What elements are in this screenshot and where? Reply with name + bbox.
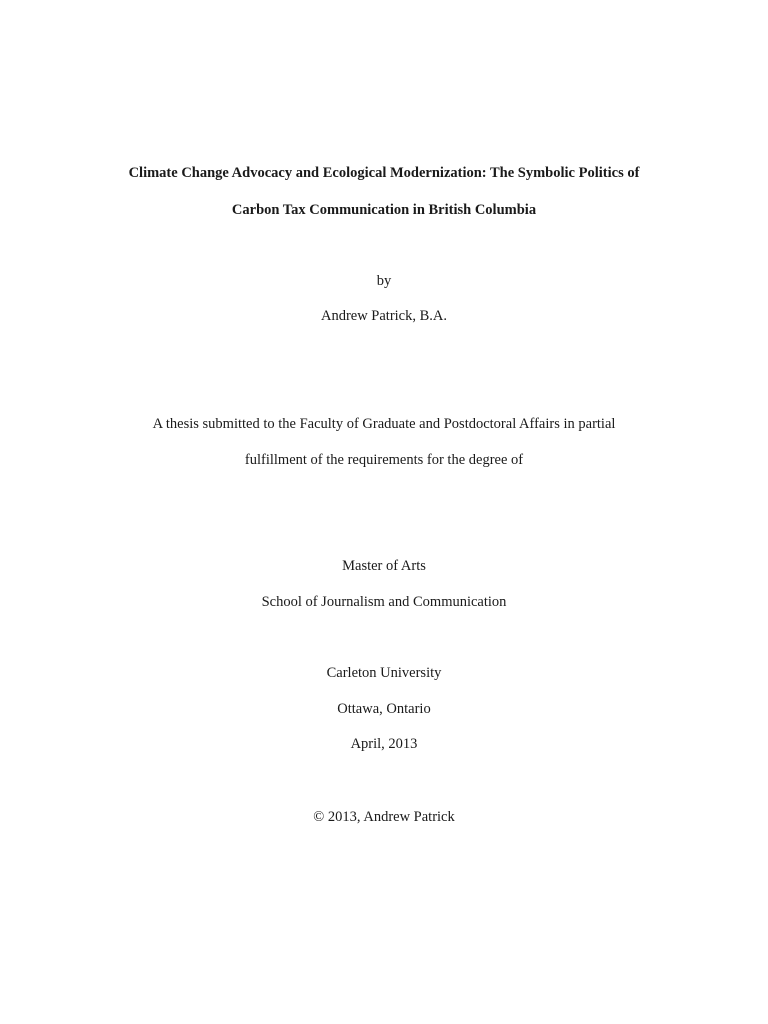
submission-statement-line-1: A thesis submitted to the Faculty of Graduate and Postdoctoral Affairs in partial: [152, 416, 616, 432]
degree-name: Master of Arts: [342, 558, 426, 574]
thesis-title-line-1: Climate Change Advocacy and Ecological Modernization: The Symbolic Politics of: [128, 165, 640, 181]
author-name: Andrew Patrick, B.A.: [320, 308, 448, 324]
submission-date: April, 2013: [350, 736, 418, 752]
byline-by: by: [376, 273, 392, 289]
thesis-title-line-2: Carbon Tax Communication in British Columbia: [231, 202, 537, 218]
submission-statement-line-2: fulfillment of the requirements for the degree of: [244, 452, 524, 468]
copyright-notice: © 2013, Andrew Patrick: [313, 809, 455, 825]
school-name: School of Journalism and Communication: [261, 594, 507, 610]
university-name: Carleton University: [326, 665, 442, 681]
university-location: Ottawa, Ontario: [337, 701, 431, 717]
